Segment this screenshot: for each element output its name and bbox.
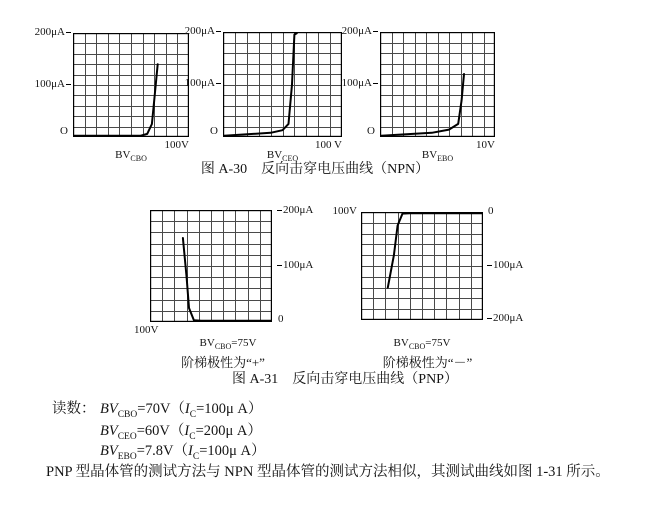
figure-caption-a30: 图 A-30 反向击穿电压曲线（NPN）: [200, 162, 430, 177]
bv-subscript: CEO: [117, 431, 137, 442]
current-subscript: C: [189, 409, 197, 420]
oscilloscope-grid-bvceo-npn: [223, 32, 342, 137]
x-axis-label-start: 100V: [332, 205, 357, 217]
chart-title-sub: CBO: [214, 342, 232, 352]
y-axis-label-top: 200μA: [332, 26, 378, 37]
oscilloscope-grid-pnp-plus: [150, 210, 272, 322]
chart-title-main: BV: [266, 149, 283, 161]
reading-condition: =100μ A）: [199, 443, 266, 459]
y-axis-label-mid: 100μA: [277, 260, 313, 271]
origin-label: O: [60, 125, 68, 137]
reading-line-bvceo: [100, 423, 262, 443]
chart-title-main: BV: [421, 149, 438, 161]
current-symbol: I: [184, 423, 190, 439]
x-axis-label-end: 10V: [476, 139, 495, 151]
bv-subscript: EBO: [117, 451, 137, 462]
reading-value: =7.8V（: [136, 443, 188, 459]
reading-value: =70V（: [137, 401, 185, 417]
y-axis-label-mid: 100μA: [332, 78, 378, 89]
y-axis-label-bottom: 200μA: [487, 313, 523, 324]
current-symbol: I: [184, 401, 190, 417]
reading-line-bvebo: [100, 443, 266, 463]
chart-title-sub: CEO: [282, 154, 299, 164]
current-subscript: C: [192, 451, 200, 462]
reading-condition: =100μ A）: [196, 401, 263, 417]
oscilloscope-grid-bvebo-npn: [380, 32, 495, 137]
bv-symbol: BV: [100, 423, 118, 439]
x-axis-label-start: 100V: [134, 324, 159, 336]
figure-caption-a31: 图 A-31 反向击穿电压曲线（PNP）: [232, 372, 458, 387]
y-axis-label-mid: 100μA: [25, 79, 71, 90]
current-subscript: C: [189, 431, 196, 442]
oscilloscope-grid-bvcbo-npn: [73, 33, 189, 137]
oscilloscope-grid-pnp-minus: [361, 212, 483, 320]
reading-label: 读数：: [52, 401, 96, 417]
bv-symbol: BV: [100, 401, 118, 417]
current-symbol: I: [188, 443, 193, 459]
chart-title-main: BV: [199, 337, 215, 349]
x-axis-label-end: 100V: [164, 139, 189, 151]
reading-value: =60V（: [136, 423, 185, 439]
origin-label: O: [367, 125, 375, 137]
chart-title-sub: CBO: [130, 154, 147, 164]
chart-title-main: BV: [115, 149, 131, 161]
y-axis-label-top: 200μA: [277, 205, 313, 216]
chart-title-pnp-minus: [361, 338, 483, 351]
reading-line-bvcbo: [52, 401, 262, 421]
body-paragraph: PNP 型晶体管的测试方法与 NPN 型晶体管的测试方法相似，其测试曲线如图 1-31 所示。: [46, 464, 610, 480]
y-axis-label-mid: 100μA: [175, 78, 221, 89]
chart-title-suffix: =75V: [231, 337, 257, 349]
chart-title-pnp-plus: [158, 338, 298, 351]
x-axis-label-end: 100 V: [315, 139, 342, 151]
y-axis-label-zero: 0: [278, 313, 284, 325]
y-axis-label-zero: 0: [488, 205, 494, 217]
chart-title-main: BV: [393, 337, 409, 349]
bv-subscript: CBO: [117, 409, 138, 420]
y-axis-label-top: 200μA: [175, 26, 221, 37]
chart-title-sub: EBO: [437, 154, 454, 164]
chart-title-sub: CBO: [408, 342, 426, 352]
polarity-note-plus: 阶梯极性为“+”: [181, 355, 265, 370]
y-axis-label-mid: 100μA: [487, 260, 523, 271]
origin-label: O: [210, 125, 218, 137]
bv-symbol: BV: [100, 443, 118, 459]
polarity-note-minus: 阶梯极性为“－”: [382, 355, 473, 370]
chart-title-suffix: =75V: [425, 337, 451, 349]
reading-condition: =200μ A）: [195, 423, 262, 439]
y-axis-label-top: 200μA: [25, 27, 71, 38]
